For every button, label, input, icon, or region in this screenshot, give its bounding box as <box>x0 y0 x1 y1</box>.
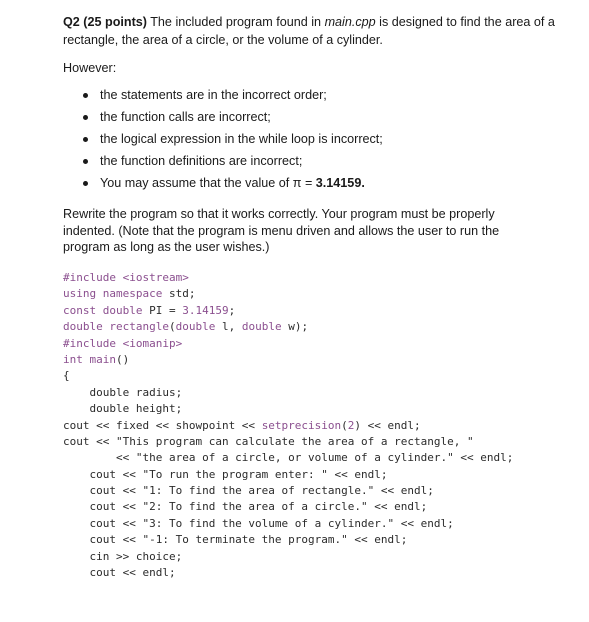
code-text: ) << endl; <box>354 418 421 432</box>
code-line: #include <iostream> <box>63 271 189 284</box>
code-line <box>63 303 513 319</box>
code-text: l, <box>215 320 242 334</box>
code-block <box>63 270 513 581</box>
code-function: rectangle <box>102 320 169 334</box>
code-keyword: double <box>63 320 103 334</box>
code-function: setprecision <box>261 418 342 432</box>
code-keyword: double <box>241 320 282 334</box>
question-heading <box>63 13 563 49</box>
code-keyword: double <box>175 320 216 334</box>
list-item-pi <box>80 172 383 194</box>
code-line <box>63 418 513 434</box>
code-line: cin >> choice; <box>63 549 183 563</box>
code-text: ( <box>341 418 348 432</box>
code-line: cout << "To run the program enter: " << endl; <box>63 467 388 481</box>
rewrite-instructions: Rewrite the program so that it works correctly. Your program must be properly indented. (Note that the program is menu driven and allows the user to run the program as long as the user wishes.) <box>63 207 500 254</box>
list-item: the logical expression in the while loop is incorrect; <box>80 128 383 150</box>
code-text: PI = <box>142 303 183 317</box>
code-line: double radius; <box>63 385 183 399</box>
list-item: the function calls are incorrect; <box>80 106 383 128</box>
code-line: cout << "3: To find the volume of a cylinder." << endl; <box>63 516 454 530</box>
pi-bullet-prefix: You may assume that the value of π = <box>100 176 316 190</box>
code-function: main <box>82 352 116 366</box>
code-line <box>63 352 513 368</box>
code-line: cout << endl; <box>63 566 176 580</box>
code-keyword: using namespace <box>63 287 163 301</box>
pi-value: 3.14159. <box>315 176 365 190</box>
code-text: std; <box>162 287 196 301</box>
code-number: 2 <box>347 418 355 432</box>
code-keyword: int <box>63 352 83 366</box>
issue-list <box>80 84 383 194</box>
code-text: ; <box>228 303 236 317</box>
code-line: cout << "-1: To terminate the program." << endl; <box>63 533 408 547</box>
code-line <box>63 319 513 335</box>
code-line <box>63 286 513 302</box>
code-text: cout << fixed << showpoint << <box>63 418 262 432</box>
question-file-name: main.cpp <box>324 15 376 29</box>
however-label: However: <box>63 61 117 75</box>
code-text: w); <box>281 320 309 334</box>
question-text-before-file: The included program found in <box>146 15 325 29</box>
code-keyword: const double <box>63 303 143 317</box>
code-line: cout << "This program can calculate the area of a rectangle, " <box>63 434 474 448</box>
code-number: 3.14159 <box>182 303 229 317</box>
code-line: << "the area of a circle, or volume of a cylinder." << endl; <box>63 451 514 465</box>
code-line: cout << "1: To find the area of rectangle." << endl; <box>63 484 434 498</box>
code-text: () <box>116 352 130 366</box>
code-text: ( <box>168 320 176 334</box>
code-line: { <box>63 369 70 383</box>
code-line: #include <iomanip> <box>63 336 183 350</box>
question-number: Q2 (25 points) <box>63 15 147 29</box>
code-line: cout << "2: To find the area of a circle." << endl; <box>63 500 428 514</box>
question-text-after-file: is designed to find the area of a rectangle, the area of a circle, or the volume of a cylinder. <box>63 15 555 47</box>
list-item: the function definitions are incorrect; <box>80 150 383 172</box>
list-item: the statements are in the incorrect order; <box>80 84 383 106</box>
code-line: double height; <box>63 402 183 416</box>
